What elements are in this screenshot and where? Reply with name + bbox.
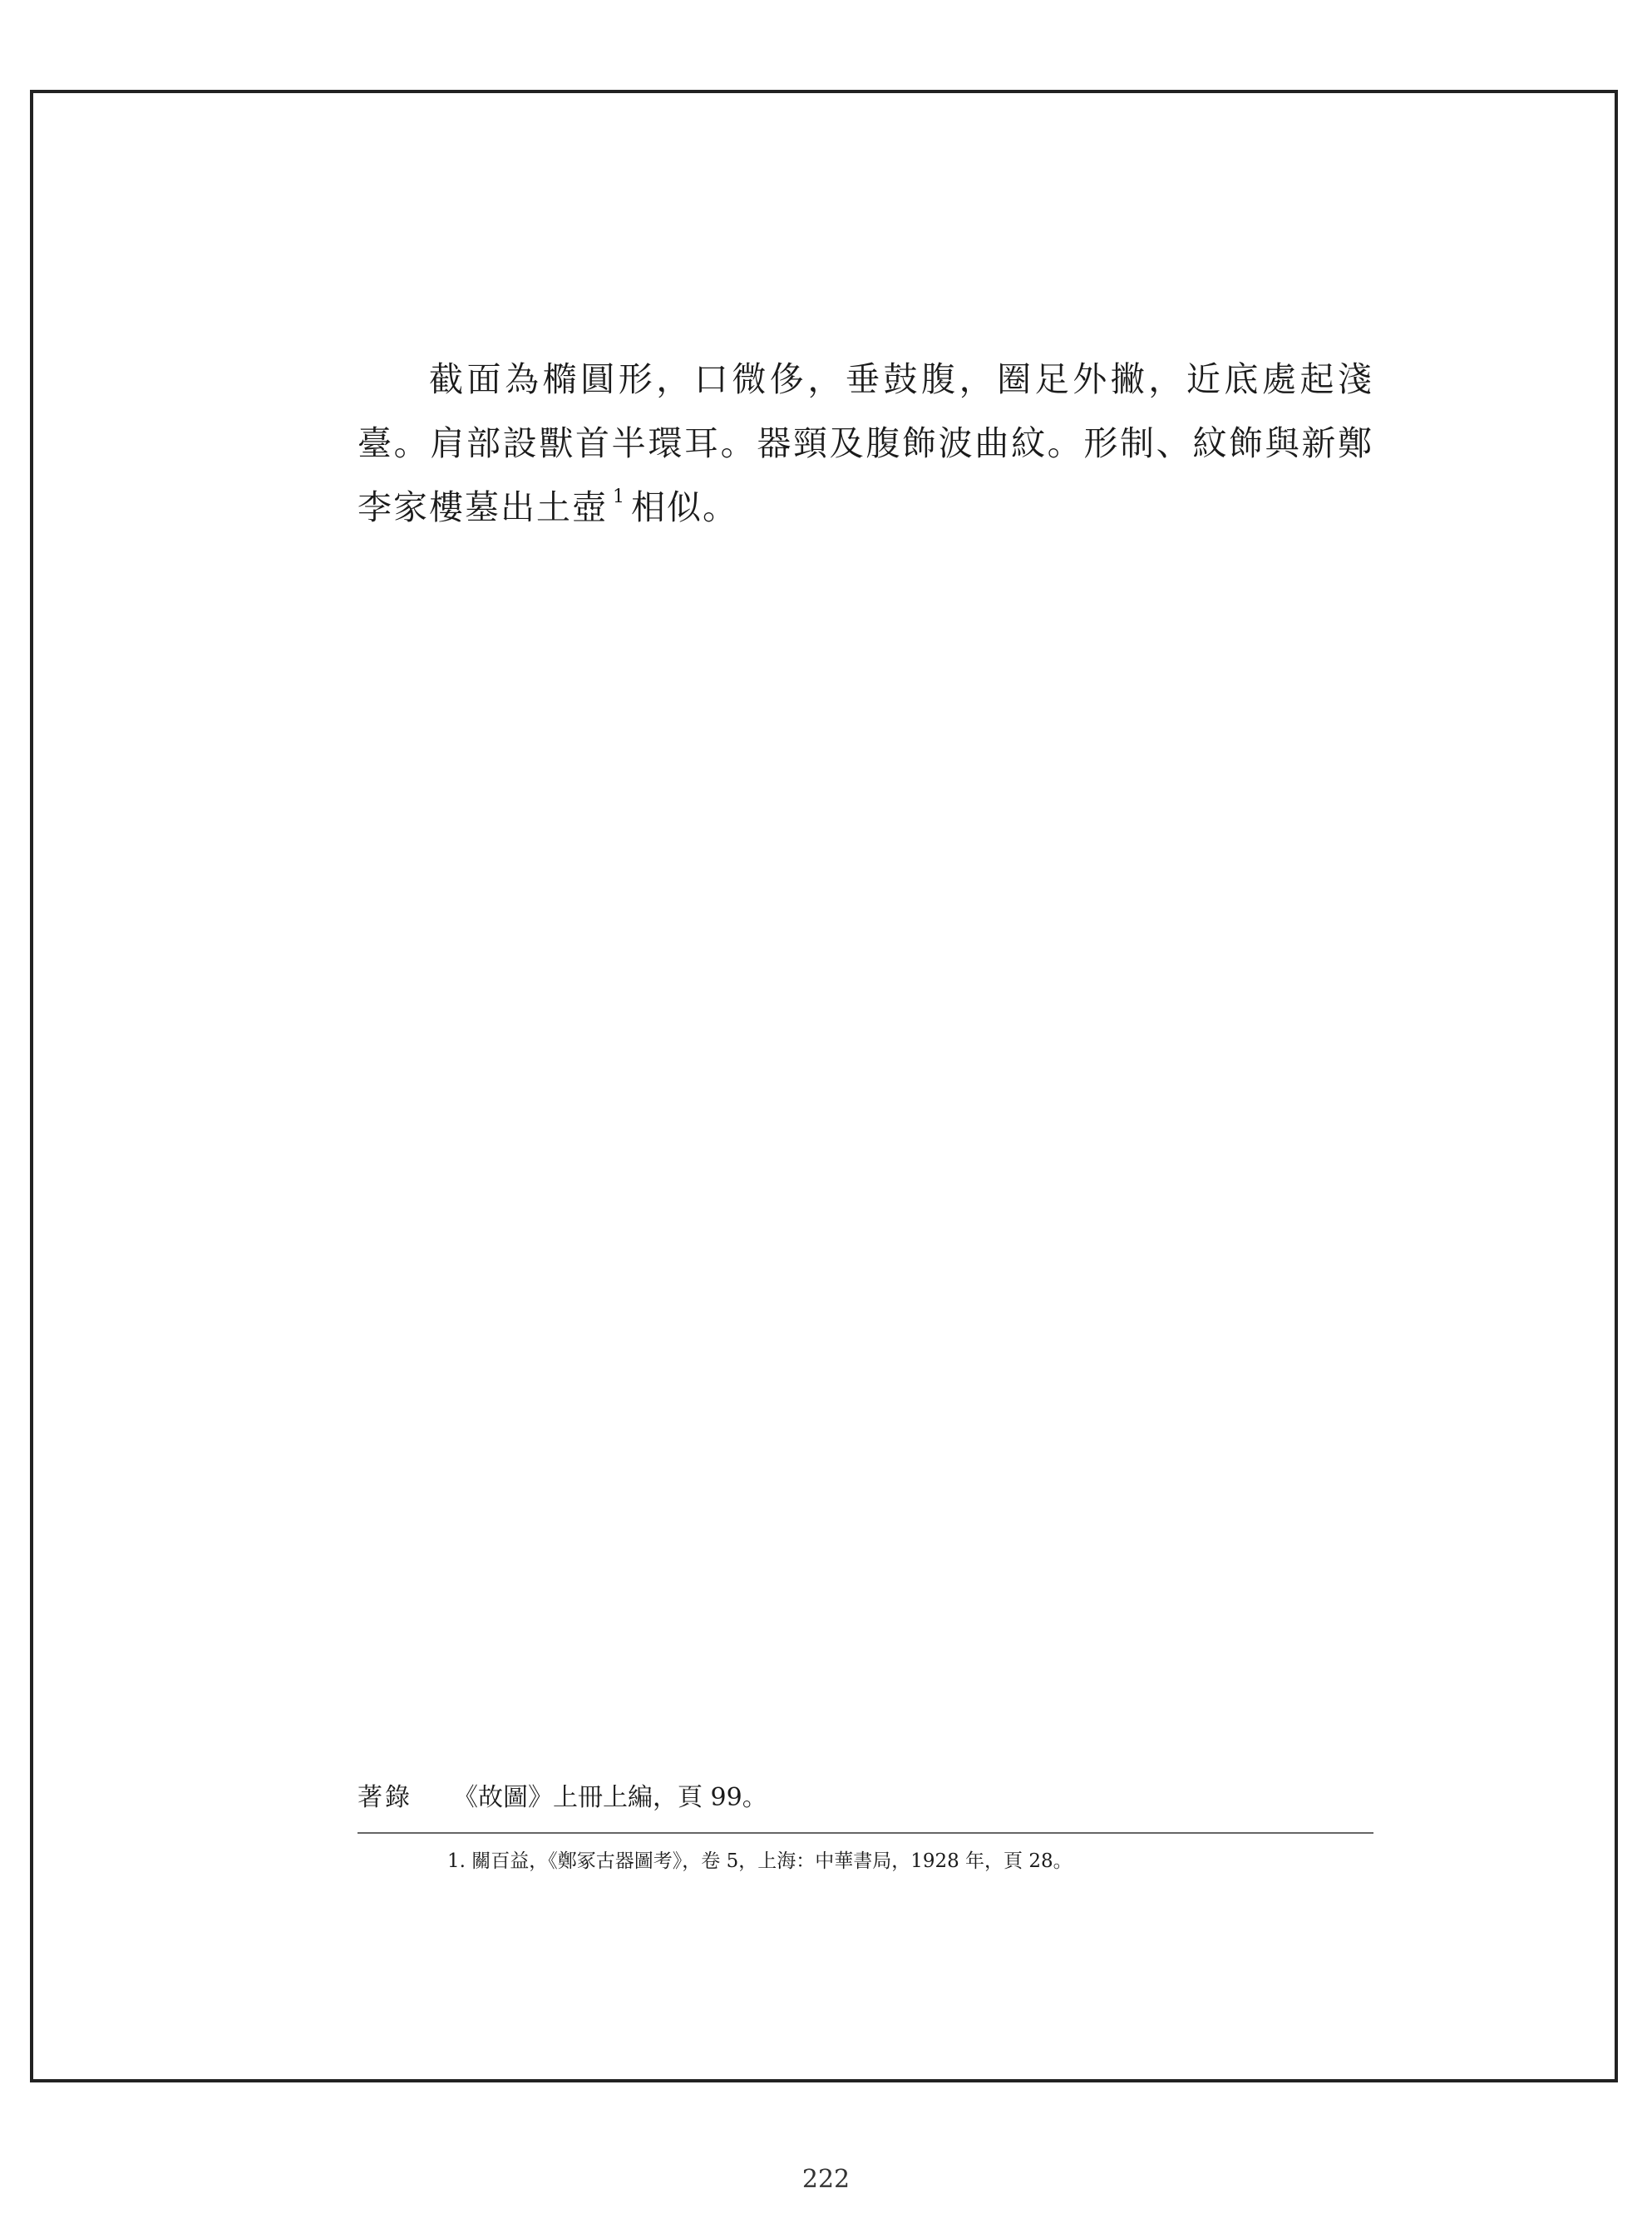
footnote-divider — [358, 1832, 1373, 1834]
footnote: 1. 關百益，《鄭冢古器圖考》，卷 5，上海：中華書局，1928 年，頁 28。 — [447, 1850, 1073, 1872]
bibliography-label: 著錄 — [358, 1783, 412, 1812]
bibliography — [358, 1778, 1373, 1818]
footnote-reference[interactable]: 1 — [613, 487, 626, 507]
body-text-end: 相似。 — [631, 487, 738, 527]
bibliography-text: 《故圖》上冊上編，頁 99。 — [453, 1783, 767, 1812]
body-text-main: 截面為橢圓形，口微侈，垂鼓腹，圈足外撇，近底處起淺臺。肩部設獸首半環耳。器頸及腹飾波曲紋。形制、紋飾與新鄭李家樓墓出土壺 — [358, 359, 1373, 527]
body-paragraph — [358, 348, 1373, 540]
page-number: 222 — [801, 2165, 851, 2194]
